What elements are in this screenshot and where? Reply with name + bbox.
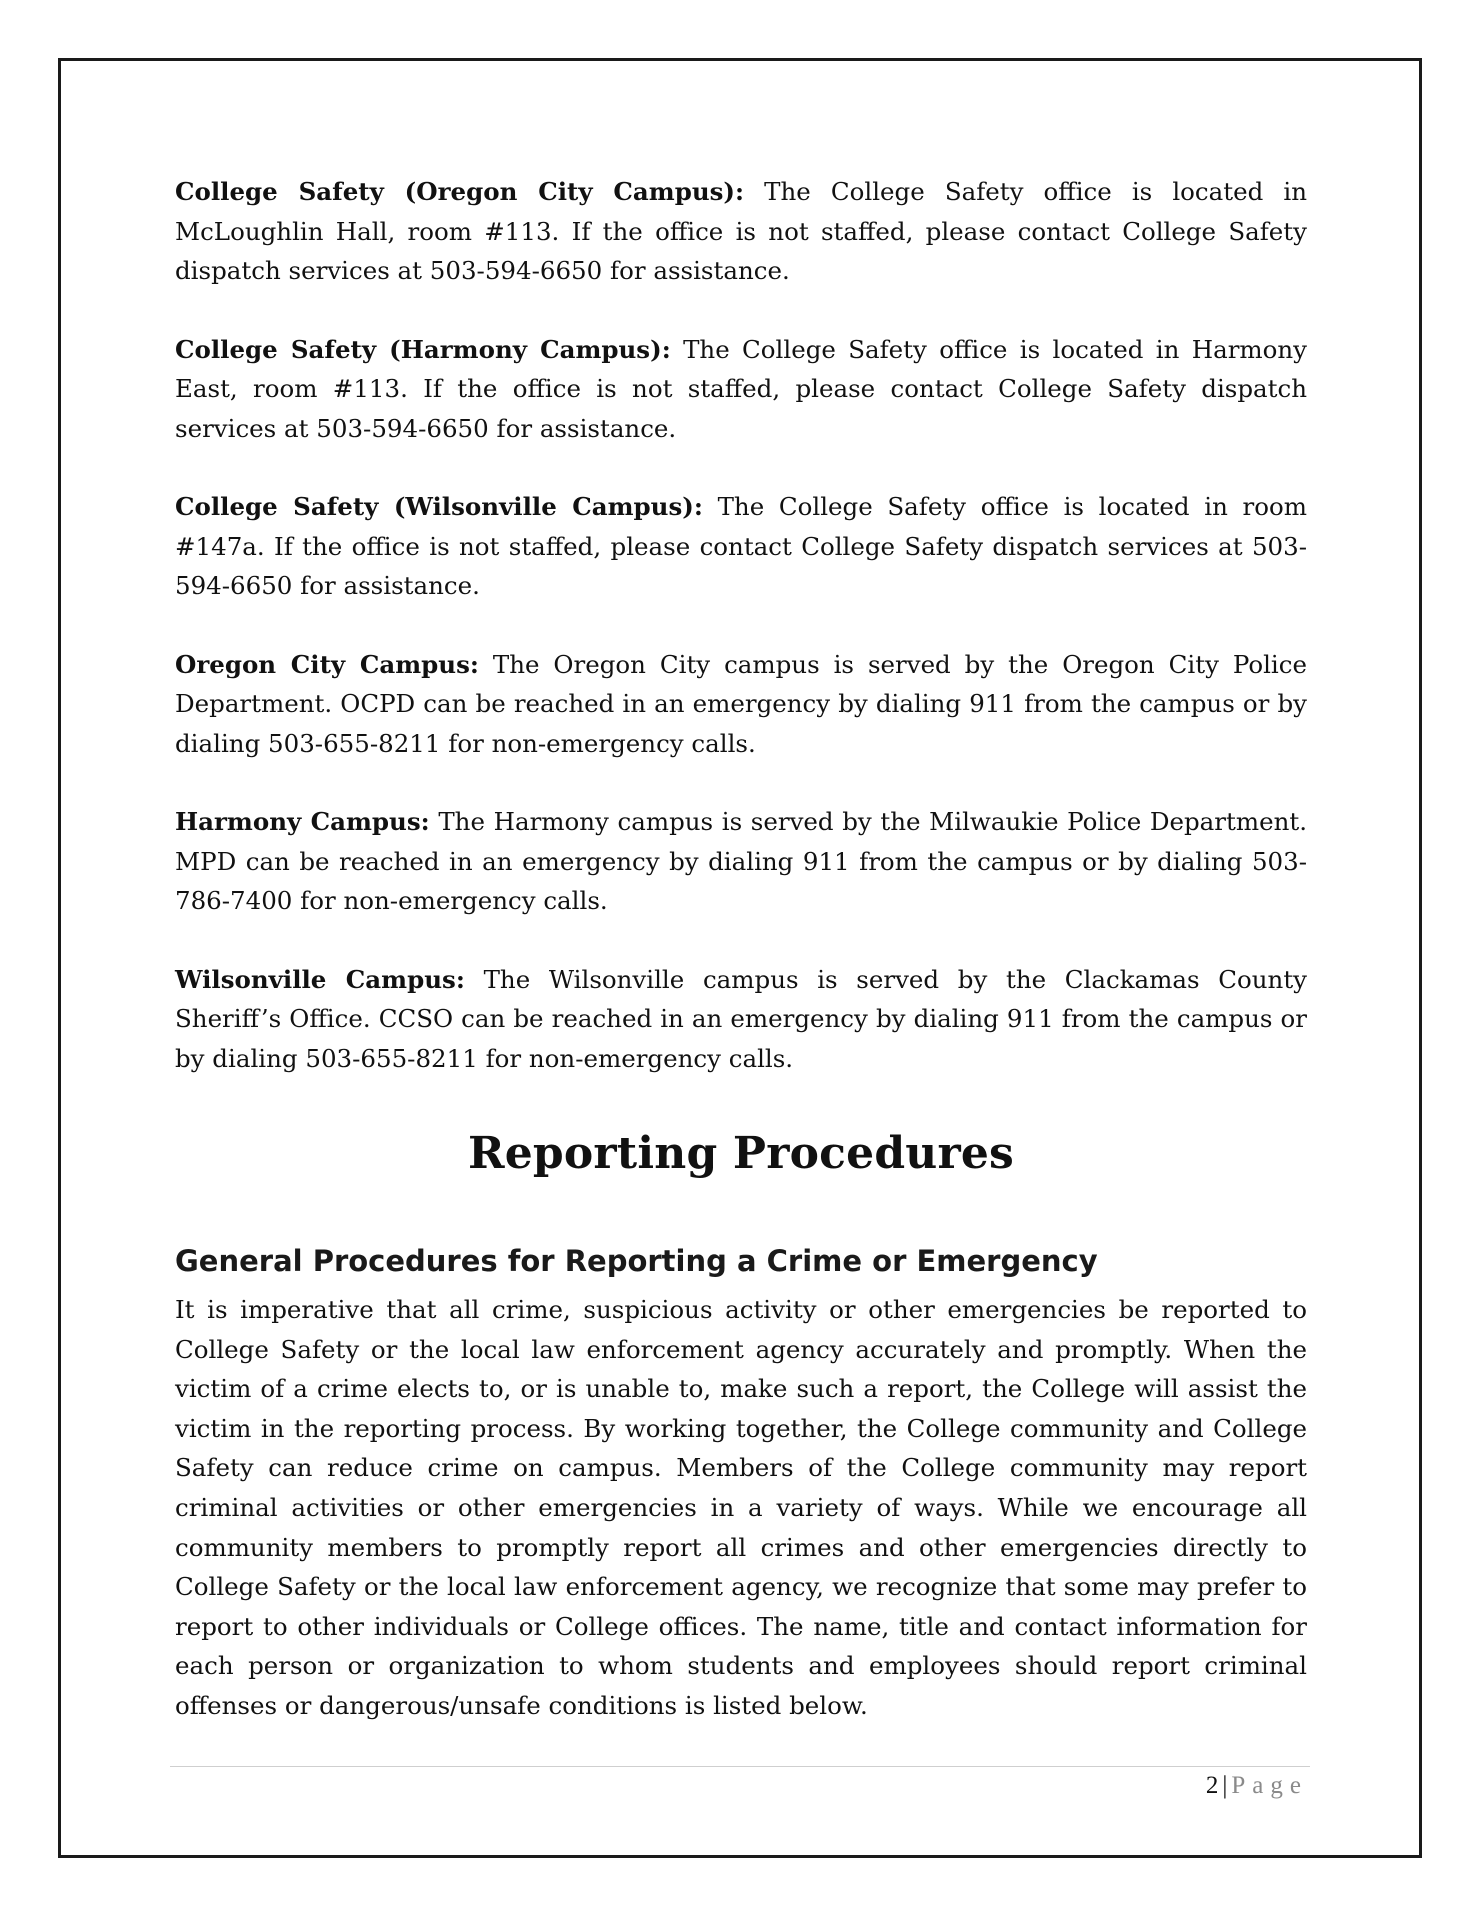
paragraph-label: Harmony Campus:: [175, 807, 430, 836]
page-word: Page: [1231, 1772, 1308, 1799]
page-footer: [1206, 1772, 1308, 1800]
paragraph-text: The Oregon City campus is served by the Oregon City Police Department. OCPD can be reached in an emergency by dialing 911 from the campus or by dialing 503-655-8211 for non-emergency calls.: [175, 649, 1307, 758]
page-number: 2: [1205, 1772, 1219, 1799]
paragraph-label: College Safety (Oregon City Campus):: [175, 177, 745, 206]
paragraph-label: Oregon City Campus:: [175, 649, 479, 679]
paragraph-text: The College Safety office is located in room #147a. If the office is not staffed, please contact College Safety dispatch services at 503-594-6650 for assistance.: [175, 492, 1307, 600]
paragraph-label: College Safety (Harmony Campus):: [175, 334, 671, 364]
paragraph-text: The Harmony campus is served by the Milwaukie Police Department. MPD can be reached in an emergency by dialing 911 from the campus or by dialing 503-786-7400 for non-emergency calls.: [175, 807, 1307, 915]
paragraph-wilsonville-safety: [175, 487, 1307, 606]
paragraph-harmony-safety: [175, 330, 1307, 449]
paragraph-oregon-city-safety: [175, 172, 1307, 291]
body-paragraph: It is imperative that all crime, suspicious activity or other emergencies be reported to College Safety or the local law enforcement agency accurately and promptly. When the victim of a crime elects to, or is unable to, make such a report, the College will assist the victim in the reporting process. By working together, the College community and College Safety can reduce crime on campus. Members of the College community may report criminal activities or other emergencies in a variety of ways. While we encourage all community members to promptly report all crimes and other emergencies directly to College Safety or the local law enforcement agency, we recognize that some may prefer to report to other individuals or College offices. The name, title and contact information for each person or organization to whom students and employees should report criminal offenses or dangerous/unsafe conditions is listed below.: [175, 1295, 1307, 1720]
subheading: General Procedures for Reporting a Crime or Emergency: [175, 1244, 1098, 1278]
paragraph-text: The College Safety office is located in Harmony East, room #113. If the office is not staffed, please contact College Safety dispatch services at 503-594-6650 for assistance.: [175, 334, 1308, 443]
paragraph-wilsonville-police: [175, 960, 1307, 1079]
paragraph-text: The Wilsonville campus is served by the Clackamas County Sheriff’s Office. CCSO can be reached in an emergency by dialing 911 from the campus or by dialing 503-655-8211 for non-emergency calls.: [175, 964, 1307, 1073]
paragraph-label: Wilsonville Campus:: [175, 964, 465, 994]
paragraph-text: The College Safety office is located in McLoughlin Hall, room #113. If the office is not staffed, please contact College Safety dispatch services at 503-594-6650 for assistance.: [175, 177, 1307, 285]
campus-contacts: [175, 172, 1307, 1117]
paragraph-label: College Safety (Wilsonville Campus):: [175, 492, 703, 521]
footer-separator: |: [1222, 1772, 1228, 1799]
paragraph-oregon-city-police: [175, 645, 1307, 764]
footer-divider: [170, 1766, 1310, 1767]
paragraph-harmony-police: [175, 802, 1307, 921]
section-title: Reporting Procedures: [467, 1128, 1015, 1179]
